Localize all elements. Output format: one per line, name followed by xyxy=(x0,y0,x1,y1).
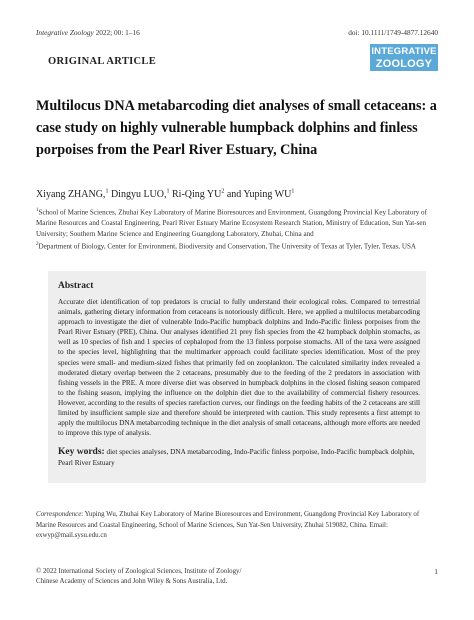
keywords xyxy=(58,447,420,468)
article-title: Multilocus DNA metabarcoding diet analyses of small cetaceans: a case study on highly vulnerable humpback dolphins and finless porpoises from the Pearl River Estuary, China xyxy=(36,98,437,158)
page-number: 1 xyxy=(434,567,438,576)
author: Ri-Qing $YU^2$ xyxy=(169,189,225,201)
keywords-text: diet species analyses, DNA metabarcoding, Indo-Pacific finless porpoise, Indo-Pacific humpback dolphin, Pearl River Estuary xyxy=(58,448,415,467)
correspondence-label: Correspondence xyxy=(36,511,82,518)
article-type: ORIGINAL ARTICLE xyxy=(48,56,157,67)
journal-name: Integrative Zoology xyxy=(36,28,94,37)
footer xyxy=(36,567,438,586)
author: Xiyang ZHANG,$^1$ xyxy=(36,189,109,201)
keywords-label: Key words: xyxy=(58,447,105,457)
logo-line-1: INTEGRATIVE xyxy=(371,46,437,57)
author: Dingyu LUO,$^1$ xyxy=(108,189,170,201)
abstract-heading: Abstract xyxy=(58,281,94,291)
correspondence-text: : Yuping Wu, Zhuhai Key Laboratory of Marine Bioresources and Environment, Guangdong Provincial Key Laboratory of Marine Resources and Coastal Engineering, School of Marine Sciences, Sun Yat-Sen University, Zhuhai 519082, China. Email: exwyp@mail.sysu.edu.cn xyxy=(36,511,420,540)
copyright-line-2: Chinese Academy of Sciences and John Wiley & Sons Australia, Ltd. xyxy=(36,577,228,585)
abstract-text: Accurate diet identification of top predators is crucial to fully understand their ecological roles. Compared to terrestrial animals, gathering dietary information from cetaceans is notoriously difficult. Here, we applied a multilocus metabarcoding approach to investigate the diet of vulnerable Indo-Pacific humpback dolphins and Indo-Pacific finless porpoises from the Pearl River Estuary (PRE), China. Our analyses identified 21 prey fish species from the 42 humpback dolphin stomachs, as well as 10 species of fish and 1 species of cephalopod from the 13 finless porpoise stomachs. All of the taxa were assigned to the species level, highlighting that the multimarker approach could facilitate species identification. Most of the prey species were small- and medium-sized fishes that primarily fed on zooplankton. The calculated similarity index revealed a moderated dietary overlap between the 2 cetaceans, presumably due to the feeding of the 2 predators in association with fishing vessels in the PRE. A more diverse diet was observed in humpback dolphins in the closed fishing season compared to the fishing season, implying the influence on the dolphin diet due to the availability of commercial fishery resources. However, according to the results of species rarefaction curves, our findings on the feeding habits of the 2 cetaceans are still limited by insufficient sample size and therefore should be interpreted with caution. This study represents a first attempt to apply the multilocus DNA metabarcoding technique in the diet analysis of small cetaceans, although more efforts are needed to improve this type of analysis. xyxy=(58,298,420,438)
copyright-line-1: © 2022 International Society of Zoological Sciences, Institute of Zoology/ xyxy=(36,568,242,575)
correspondence xyxy=(36,510,438,542)
running-head xyxy=(36,28,438,37)
doi[interactable]: doi: 10.1111/1749-4877.12640 xyxy=(348,28,438,37)
journal-logo xyxy=(370,44,438,71)
affiliation-2: $^2$Department of Biology, Center for Environment, Biodiversity and Conservation, The University of Texas at Tyler, Tyler, Texas, USA xyxy=(36,241,417,251)
affiliation-1: $^1$School of Marine Sciences, Zhuhai Key Laboratory of Marine Bioresources and Environment, Guangdong Provincial Key Laboratory of Marine Resources and Coastal Engineering, Pearl River Estuary Marine Ecosystem Research Station, Ministry of Education, Sun Yat-sen University; Southern Marine Science and Engineering Guangdong Laboratory, Zhuhai, China and xyxy=(36,208,427,238)
logo-line-2: ZOOLOGY xyxy=(375,58,433,70)
affiliations xyxy=(36,206,434,252)
citation-volume: 2022; 00: 1–16 xyxy=(93,28,140,37)
author: and Yuping $WU^1$ xyxy=(224,189,295,201)
journal-citation xyxy=(36,28,140,37)
author-list xyxy=(36,189,438,200)
